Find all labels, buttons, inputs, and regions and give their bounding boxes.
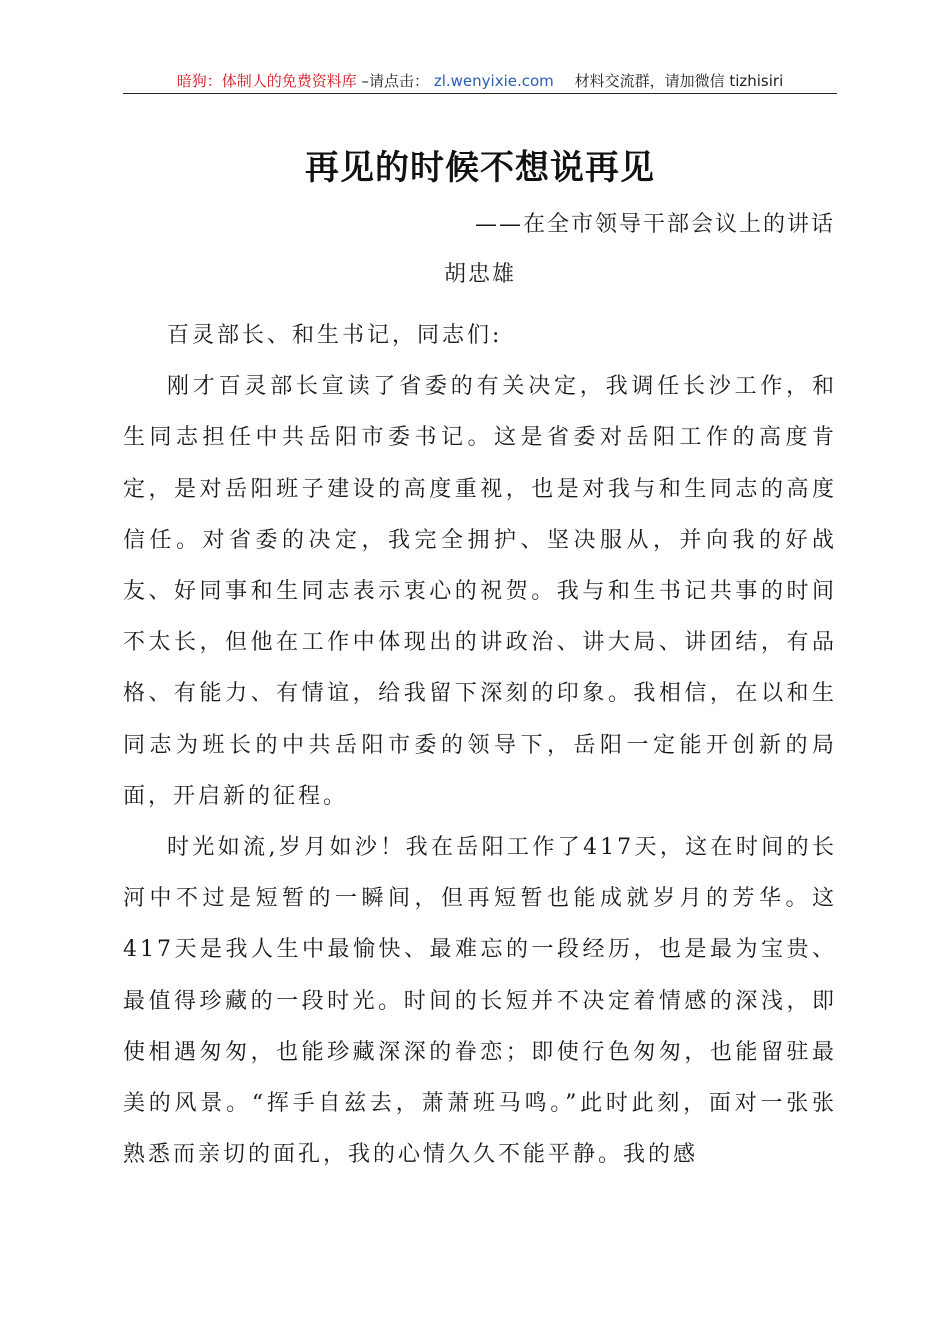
salutation-paragraph: 百灵部长、和生书记，同志们:: [167, 323, 503, 348]
body-paragraph: 刚才百灵部长宣读了省委的有关决定，我调任长沙工作，和生同志担任中共岳阳市委书记。这是省委对岳阳工作的高度肯定，是对岳阳班子建设的高度重视，也是对我与和生同志的高度信任。对省委的决定，我完全拥护、坚决服从，并向我的好战友、好同事和生同志表示衷心的祝贺。我与和生书记共事的时间不太长，但他在工作中体现出的讲政治、讲大局、讲团结，有品格、有能力、有情谊，给我留下深刻的印象。我相信，在以和生同志为班长的中共岳阳市委的领导下，岳阳一定能开创新的局面，开启新的征程。: [123, 374, 837, 809]
contact-text: 材料交流群，请加微信 tizhisiri: [574, 72, 784, 90]
promo-text: 暗狗：体制人的免费资料库: [176, 72, 357, 90]
document-body: [123, 310, 837, 1180]
document-author: 胡忠雄: [443, 262, 516, 287]
click-prompt: –请点击：: [361, 72, 430, 90]
site-link[interactable]: zl.wenyixie.com: [433, 72, 554, 90]
body-paragraph: 时光如流,岁月如沙！我在岳阳工作了417天，这在时间的长河中不过是短暂的一瞬间，但再短暂也能成就岁月的芳华。这417天是我人生中最愉快、最难忘的一段经历，也是最为宝贵、最值得珍藏的一段时光。时间的长短并不决定着情感的深浅，即使相遇匆匆，也能珍藏深深的眷恋；即使行色匆匆，也能留驻最美的风景。“挥手自兹去，萧萧班马鸣。”此时此刻，面对一张张熟悉而亲切的面孔，我的心情久久不能平静。我的感: [123, 835, 837, 1168]
page-header: [123, 70, 837, 92]
header-divider: [123, 93, 837, 94]
document-title: 再见的时候不想说再见: [305, 148, 655, 188]
document-subtitle: ——在全市领导干部会议上的讲话: [474, 212, 835, 237]
